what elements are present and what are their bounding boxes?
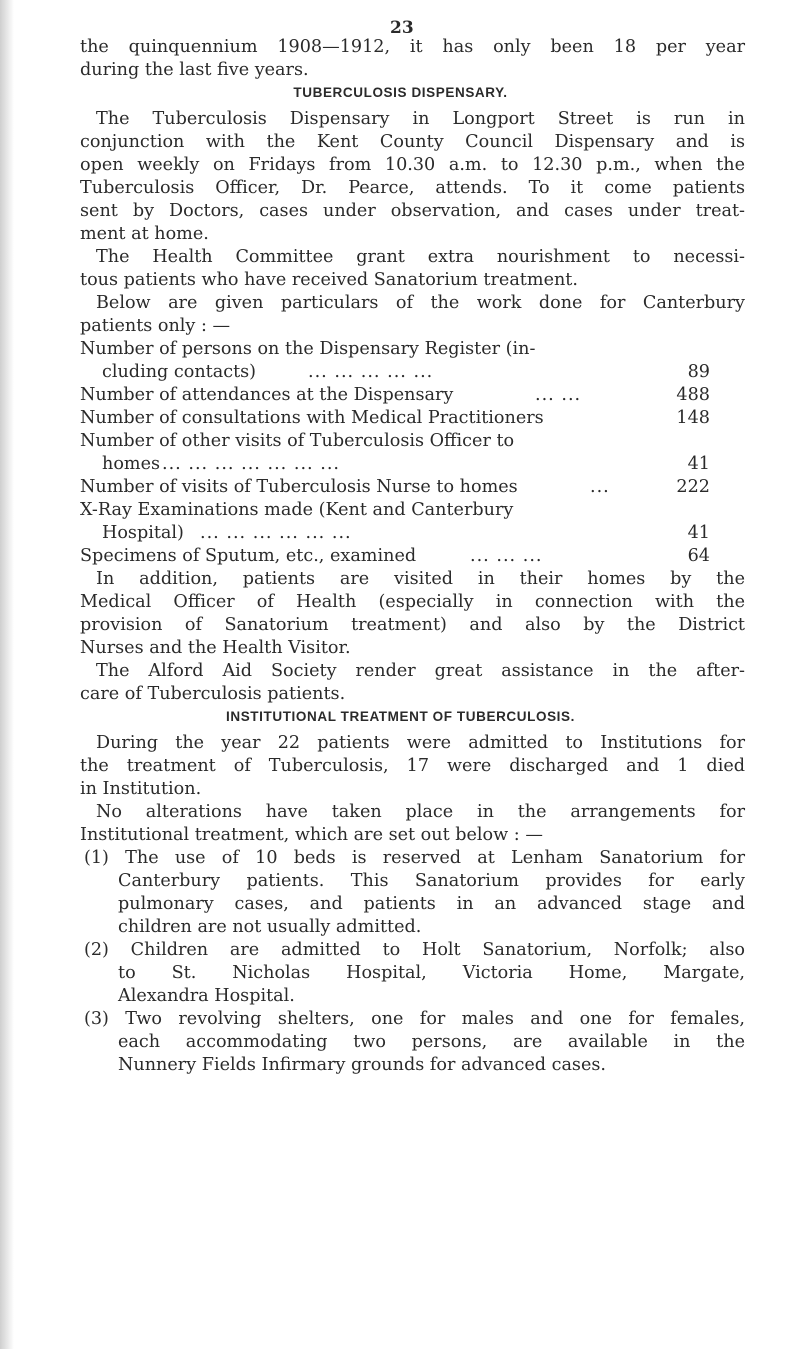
institution-item-2-line: Alexandra Hospital.	[118, 986, 295, 1006]
institution-item-3-line: each accommodating two persons, are available in the	[118, 1032, 745, 1052]
dispensary-para4-line: In addition, patients are visited in their homes by the	[96, 569, 745, 589]
institution-item-2-line: to St. Nicholas Hospital, Victoria Home, Margate,	[118, 963, 745, 983]
institutional-para2-line: No alterations have taken place in the arrangements for	[96, 802, 745, 822]
institutional-para1-line: the treatment of Tuberculosis, 17 were discharged and 1 died	[80, 756, 745, 776]
stat-row-officer-visits	[80, 453, 710, 476]
stat-label: Number of attendances at the Dispensary	[80, 385, 454, 405]
dispensary-para1-line: Tuberculosis Officer, Dr. Pearce, attends. To it come patients	[80, 178, 745, 198]
stat-value: 222	[676, 477, 710, 497]
dispensary-para4-line: Medical Officer of Health (especially in connection with the	[80, 592, 745, 612]
stat-label: Hospital)	[102, 523, 184, 543]
institutional-para1-line: During the year 22 patients were admitted to Institutions for	[96, 733, 745, 753]
stat-row-register	[80, 361, 710, 384]
dispensary-para1-line: sent by Doctors, cases under observation, and cases under treat-	[80, 201, 745, 221]
institutional-para1-line: in Institution.	[80, 779, 202, 799]
dispensary-para3-line: Below are given particulars of the work done for Canterbury	[96, 293, 745, 313]
stat-row-sputum	[80, 545, 710, 568]
stat-label: X-Ray Examinations made (Kent and Canterbury	[80, 500, 514, 520]
dispensary-para4-line: provision of Sanatorium treatment) and also by the District	[80, 615, 745, 635]
leader-dots: ... ... ...	[470, 546, 543, 566]
stat-value: 488	[676, 385, 710, 405]
leader-dots: ... ... ... ... ...	[308, 362, 434, 382]
dispensary-para2-line: tous patients who have received Sanatorium treatment.	[80, 270, 578, 290]
dispensary-heading: TUBERCULOSIS DISPENSARY.	[293, 85, 508, 100]
stat-row-register-line1	[80, 338, 710, 361]
institution-item-3-line: Nunnery Fields Infirmary grounds for advanced cases.	[118, 1055, 606, 1075]
leader-dots: ...	[590, 477, 610, 497]
dispensary-para5-line: The Alford Aid Society render great assistance in the after-	[96, 661, 745, 681]
stat-value: 148	[676, 408, 710, 428]
institution-item-1-line: Canterbury patients. This Sanatorium provides for early	[118, 871, 745, 891]
institution-item-1-line: children are not usually admitted.	[118, 917, 422, 937]
leader-dots: ... ... ... ... ... ... ...	[162, 454, 340, 474]
institution-item-1-line: (1) The use of 10 beds is reserved at Lenham Sanatorium for	[84, 848, 745, 868]
dispensary-para1-line: ment at home.	[80, 224, 209, 244]
page-number: 23	[390, 18, 414, 38]
intro-line-1: the quinquennium 1908—1912, it has only been 18 per year	[80, 37, 745, 57]
intro-line-2: during the last five years.	[80, 60, 309, 80]
dispensary-para3-line: patients only : —	[80, 316, 231, 336]
dispensary-para4-line: Nurses and the Health Visitor.	[80, 638, 351, 658]
stat-label: Number of consultations with Medical Practitioners	[80, 408, 544, 428]
stat-row-consultations	[80, 407, 710, 430]
stat-value: 64	[687, 546, 710, 566]
stat-label: homes	[102, 454, 161, 474]
leader-dots: ... ...	[535, 385, 582, 405]
institution-item-2-line: (2) Children are admitted to Holt Sanatorium, Norfolk; also	[84, 940, 745, 960]
stat-label: cluding contacts)	[102, 362, 257, 382]
institutional-heading: INSTITUTIONAL TREATMENT OF TUBERCULOSIS.	[226, 709, 575, 724]
stat-row-nurse-visits	[80, 476, 710, 499]
dispensary-para5-line: care of Tuberculosis patients.	[80, 684, 346, 704]
dispensary-para2-line: The Health Committee grant extra nourishment to necessi-	[96, 247, 745, 267]
stat-label: Specimens of Sputum, etc., examined	[80, 546, 417, 566]
stat-row-xray	[80, 522, 710, 545]
stat-value: 89	[687, 362, 710, 382]
stat-row-officer-visits-line1	[80, 430, 710, 453]
dispensary-para1-line: open weekly on Fridays from 10.30 a.m. to 12.30 p.m., when the	[80, 155, 745, 175]
dispensary-para1-line: The Tuberculosis Dispensary in Longport Street is run in	[96, 109, 745, 129]
stat-value: 41	[687, 454, 710, 474]
dispensary-para1-line: conjunction with the Kent County Council Dispensary and is	[80, 132, 745, 152]
stat-label: Number of other visits of Tuberculosis Officer to	[80, 431, 515, 451]
institution-item-1-line: pulmonary cases, and patients in an advanced stage and	[118, 894, 745, 914]
stat-row-xray-line1	[80, 499, 710, 522]
stat-row-attendances	[80, 384, 710, 407]
leader-dots: ... ... ... ... ... ...	[200, 523, 352, 543]
stat-value: 41	[687, 523, 710, 543]
institution-item-3-line: (3) Two revolving shelters, one for males and one for females,	[84, 1009, 745, 1029]
stat-label: Number of visits of Tuberculosis Nurse to homes	[80, 477, 518, 497]
institutional-para2-line: Institutional treatment, which are set out below : —	[80, 825, 543, 845]
stat-label: Number of persons on the Dispensary Register (in-	[80, 339, 536, 359]
